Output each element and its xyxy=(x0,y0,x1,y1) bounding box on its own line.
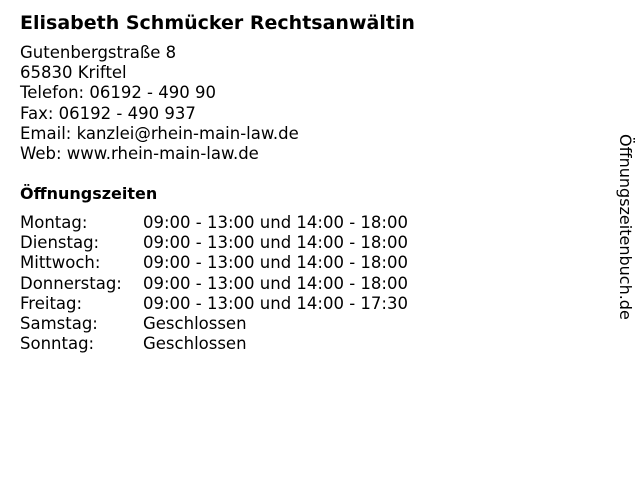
email-address: Email: kanzlei@rhein-main-law.de xyxy=(20,123,299,143)
day-label: Montag: xyxy=(20,213,88,232)
hours-value: 09:00 - 13:00 und 14:00 - 18:00 xyxy=(143,233,408,253)
hours-value: 09:00 - 13:00 und 14:00 - 18:00 xyxy=(143,273,408,293)
day-label: Donnerstag: xyxy=(20,273,122,293)
hours-value: 09:00 - 13:00 und 14:00 - 18:00 xyxy=(143,213,408,232)
day-label: Mittwoch: xyxy=(20,253,101,273)
fax-number: Fax: 06192 - 490 937 xyxy=(20,103,196,123)
phone-number: Telefon: 06192 - 490 90 xyxy=(20,83,216,103)
day-label: Freitag: xyxy=(20,293,83,313)
hours-value: Geschlossen xyxy=(143,334,247,354)
opening-hours-heading: Öffnungszeiten xyxy=(20,184,158,203)
hours-value: Geschlossen xyxy=(143,313,247,333)
postal-city: 65830 Kriftel xyxy=(20,63,127,83)
website-address: Web: www.rhein-main-law.de xyxy=(20,144,259,164)
day-label: Sonntag: xyxy=(20,334,95,354)
contact-info xyxy=(20,43,299,164)
day-label: Samstag: xyxy=(20,313,98,333)
hours-value: 09:00 - 13:00 und 14:00 - 17:30 xyxy=(143,293,408,313)
street-address: Gutenbergstraße 8 xyxy=(20,43,177,62)
hours-value: 09:00 - 13:00 und 14:00 - 18:00 xyxy=(143,253,408,273)
business-name: Elisabeth Schmücker Rechtsanwältin xyxy=(20,12,415,34)
site-watermark: Öffnungszeitenbuch.de xyxy=(616,134,635,320)
day-label: Dienstag: xyxy=(20,233,100,253)
